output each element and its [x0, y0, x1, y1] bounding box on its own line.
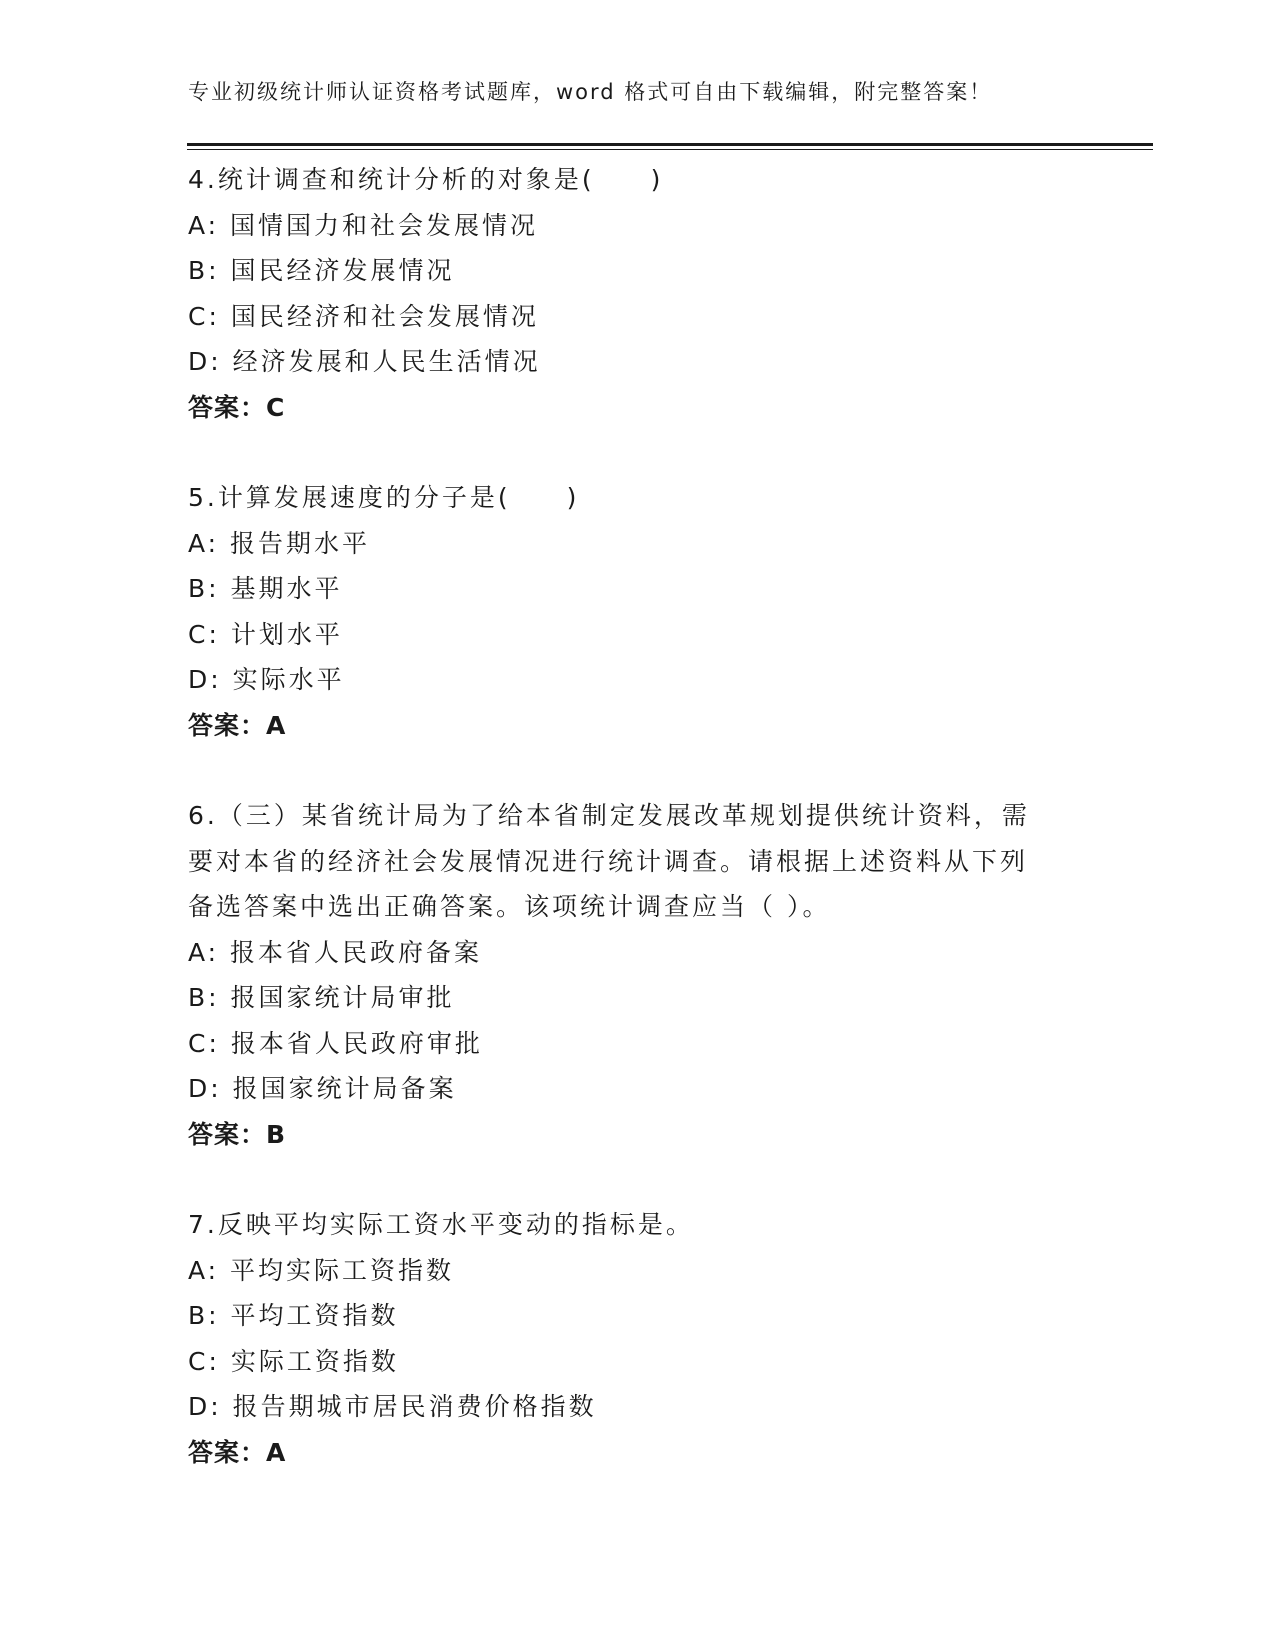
option-d: D: 报国家统计局备案: [188, 1074, 457, 1103]
question-stem: 4.统计调查和统计分析的对象是( ): [188, 165, 664, 194]
option-d: D: 经济发展和人民生活情况: [188, 347, 541, 376]
question-5: [188, 475, 1068, 748]
option-a: A: 报本省人民政府备案: [188, 937, 483, 967]
header-divider-thin: [187, 149, 1153, 150]
question-stem: 7.反映平均实际工资水平变动的指标是。: [188, 1210, 694, 1239]
option-d: D: 报告期城市居民消费价格指数: [188, 1392, 597, 1421]
page-header: 专业初级统计师认证资格考试题库，word 格式可自由下载编辑，附完整答案！: [188, 80, 993, 104]
option-b: B: 报国家统计局审批: [188, 983, 455, 1012]
answer: 答案：A: [188, 1437, 287, 1467]
question-stem-line-2: 要对本省的经济社会发展情况进行统计调查。请根据上述资料从下列: [188, 846, 1029, 876]
question-stem: 5.计算发展速度的分子是( ): [188, 483, 580, 512]
option-a: A: 平均实际工资指数: [188, 1255, 455, 1285]
question-4: [188, 157, 1068, 430]
option-b: B: 平均工资指数: [188, 1301, 399, 1330]
option-a: A: 报告期水平: [188, 528, 371, 558]
option-c: C: 报本省人民政府审批: [188, 1028, 483, 1058]
option-c: C: 实际工资指数: [188, 1346, 399, 1376]
question-7: [188, 1202, 1068, 1475]
header-divider-thick: [187, 143, 1153, 146]
option-b: B: 国民经济发展情况: [188, 256, 455, 285]
question-stem-line-1: 6.（三）某省统计局为了给本省制定发展改革规划提供统计资料，需: [188, 801, 1030, 830]
question-stem-line-3: 备选答案中选出正确答案。该项统计调查应当（ ）。: [188, 892, 831, 921]
option-c: C: 计划水平: [188, 619, 343, 649]
option-b: B: 基期水平: [188, 574, 343, 603]
option-c: C: 国民经济和社会发展情况: [188, 301, 539, 331]
answer: 答案：B: [188, 1119, 287, 1149]
answer: 答案：C: [188, 392, 286, 422]
answer: 答案：A: [188, 710, 287, 740]
option-a: A: 国情国力和社会发展情况: [188, 210, 539, 240]
option-d: D: 实际水平: [188, 665, 345, 694]
question-list: [188, 157, 1068, 1520]
question-6: [188, 793, 1068, 1157]
